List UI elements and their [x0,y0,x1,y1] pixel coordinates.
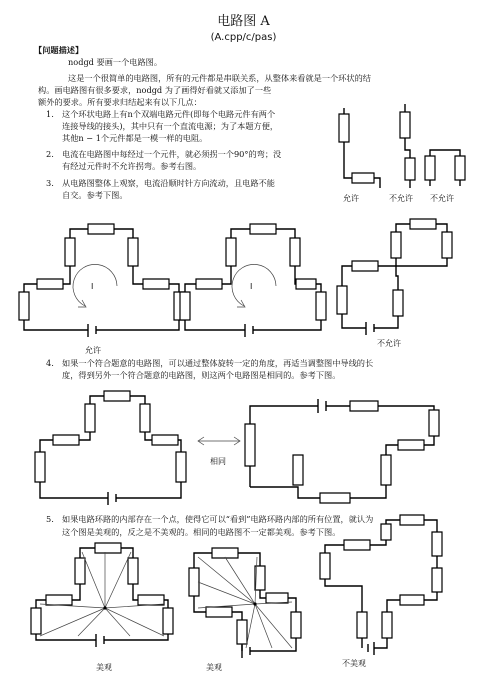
figure-beautiful-1 [31,543,173,647]
section-heading: 【问题描述】 [34,45,84,55]
req4-number: 4. [46,358,54,368]
same-arrow [198,437,240,445]
current-label-2: I [250,282,253,291]
caption-turn-allowed: 允许 [343,194,359,203]
req3-number: 3. [46,178,54,188]
caption-beautiful-1: 美观 [96,663,112,672]
req5-line-a: 如果电路环路的内部存在一个点，使得它可以“看到”电路环路内部的所有位置，就认为 [62,514,374,524]
caption-turn-not-allowed-2: 不允许 [430,194,454,203]
current-label-1: I [91,282,94,291]
desc-line-1: nodgd 要画一个电路图。 [68,57,163,67]
figure-same-left [35,391,186,505]
desc-line-3: 构。画电路图有很多要求，nodgd 为了画得好看就又添加了一些 [38,85,272,95]
req3-line-b: 自交。参考下图。 [62,190,128,200]
req5-line-b: 这个图是美观的，反之是不美观的。相同的电路图不一定都美观。参考下图。 [62,527,341,537]
figure-turn-allowed [339,108,380,188]
caption-not-beautiful: 不美观 [342,659,366,668]
req4-line-a: 如果一个符合题意的电路图，可以通过整体旋转一定的角度，再适当调整图中导线的长 [62,358,374,368]
caption-loop-allowed: 允许 [85,346,101,355]
caption-beautiful-2: 美观 [206,663,222,672]
req4-line-b: 度，得到另外一个符合题意的电路图，则这两个电路图是相同的。参考下图。 [62,370,341,380]
desc-line-2: 这是一个很简单的电路图，所有的元件都是串联关系，从整体来看就是一个环状的结 [68,73,371,83]
figure-loop-not-allowed [337,219,452,335]
req1-number: 1. [46,109,54,119]
req1-line-a: 这个环状电路上有n个双端电路元件(即每个电路元件有两个 [62,109,276,119]
caption-same: 相同 [210,457,226,466]
figure-turn-not-allowed-2 [425,150,465,186]
page-title: 电路图 A [217,14,270,29]
figure-same-right [245,399,439,503]
caption-turn-not-allowed-1: 不允许 [389,194,413,203]
figure-not-beautiful [320,515,442,655]
figure-loop-allowed-2 [180,224,326,337]
caption-loop-not-allowed: 不允许 [377,339,401,348]
req2-number: 2. [46,149,54,159]
req2-line-a: 电流在电路图中每经过一个元件，就必须拐一个90°的弯；没 [62,149,282,159]
figure-turn-not-allowed-1 [400,104,415,188]
page-subtitle: (A.cpp/c/pas) [210,32,277,43]
req2-line-b: 有经过元件时不允许拐弯。参考右图。 [62,161,202,171]
req1-line-b: 连接导线的接头)，其中只有一个直流电源；为了本题方便， [62,121,279,131]
req1-line-c: 其他n − 1个元件都是一模一样的电阻。 [62,133,208,143]
req5-number: 5. [46,514,54,524]
req3-line-a: 从电路图整体上观察，电流沿顺时针方向流动，且电路不能 [62,178,275,188]
figure-loop-allowed [19,224,184,337]
desc-line-4: 额外的要求。所有要求归结起来有以下几点： [38,97,202,107]
figure-beautiful-2 [189,548,301,658]
